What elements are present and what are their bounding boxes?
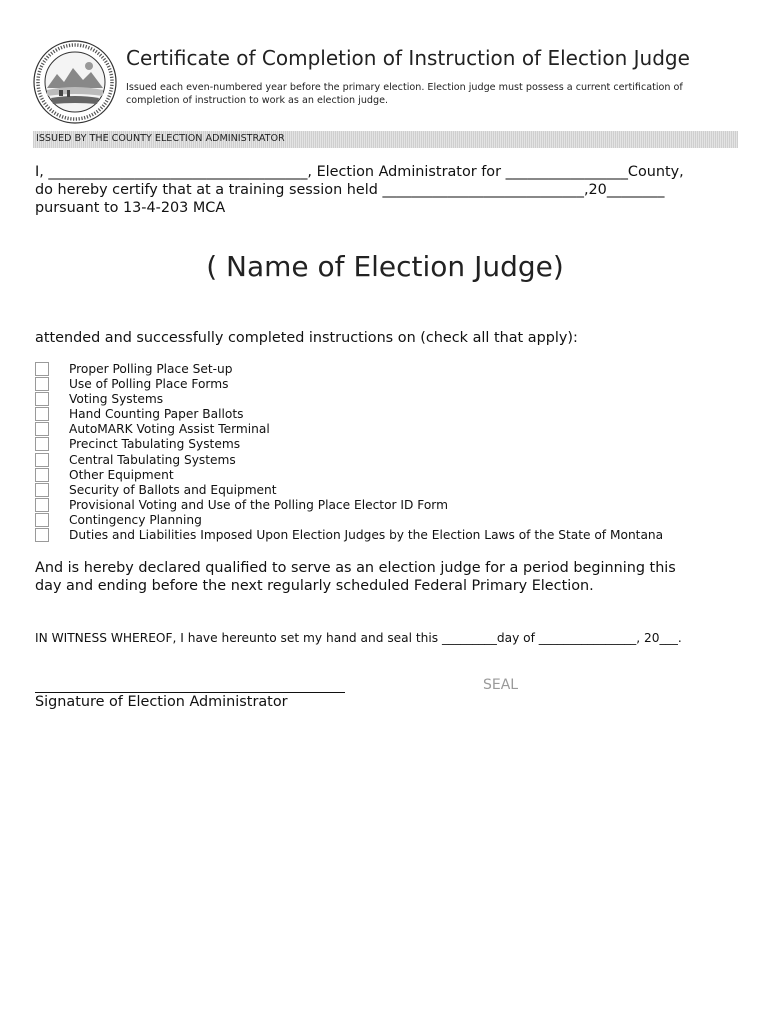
checkbox[interactable] [35,422,49,436]
checklist-label: Use of Polling Place Forms [69,377,229,392]
signature-label: Signature of Election Administrator [35,694,288,710]
certify-line-2: do hereby certify that at a training session held ____________________________,20________ [35,182,665,198]
checklist-label: AutoMARK Voting Assist Terminal [69,422,270,437]
checkbox[interactable] [35,392,49,406]
checkbox[interactable] [35,513,49,527]
document-title: Certificate of Completion of Instruction of Election Judge [126,46,690,70]
checklist-label: Duties and Liabilities Imposed Upon Election Judges by the Election Laws of the State of Montana [69,528,664,543]
checkbox[interactable] [35,528,49,542]
checklist-label: Central Tabulating Systems [69,452,236,467]
judge-name-placeholder: ( Name of Election Judge) [206,250,564,283]
checkbox[interactable] [35,498,49,512]
checklist-label: Other Equipment [69,467,174,482]
attended-text: attended and successfully completed instructions on (check all that apply): [35,330,578,346]
checklist-label: Precinct Tabulating Systems [69,437,241,452]
checkbox[interactable] [35,483,49,497]
issued-by-label: ISSUED BY THE COUNTY ELECTION ADMINISTRATOR [36,133,285,144]
qualification-declaration [35,559,735,595]
witness-statement: IN WITNESS WHEREOF, I have hereunto set my hand and seal this _________day of ________________, 20___. [35,631,682,645]
checklist-label: Provisional Voting and Use of the Polling Place Elector ID Form [69,497,448,512]
checkbox[interactable] [35,407,49,421]
certify-line-1: I, ____________________________________, Election Administrator for _________________County, [35,164,684,180]
checklist-label: Voting Systems [69,392,164,407]
seal-placeholder: SEAL [483,677,519,693]
checkbox[interactable] [35,468,49,482]
state-seal-image [33,40,117,124]
checkbox[interactable] [35,437,49,451]
subtitle-line-1: Issued each even-numbered year before the primary election. Election judge must possess a current certification of [126,82,683,93]
signature-line [35,692,345,693]
checkbox[interactable] [35,453,49,467]
checklist-label: Contingency Planning [69,512,202,527]
checkbox[interactable] [35,362,49,376]
declaration-line-2: day and ending before the next regularly scheduled Federal Primary Election. [35,578,594,594]
checklist-label: Hand Counting Paper Ballots [69,407,244,422]
checklist-label: Security of Ballots and Equipment [69,482,277,497]
issued-by-band [33,131,738,148]
document-subtitle [126,82,736,107]
declaration-line-1: And is hereby declared qualified to serve as an election judge for a period beginning this [35,560,676,576]
checkbox[interactable] [35,377,49,391]
subtitle-line-2: completion of instruction to work as an election judge. [126,94,389,106]
checklist-label: Proper Polling Place Set-up [69,362,233,376]
certify-line-3: pursuant to 13-4-203 MCA [35,200,226,216]
